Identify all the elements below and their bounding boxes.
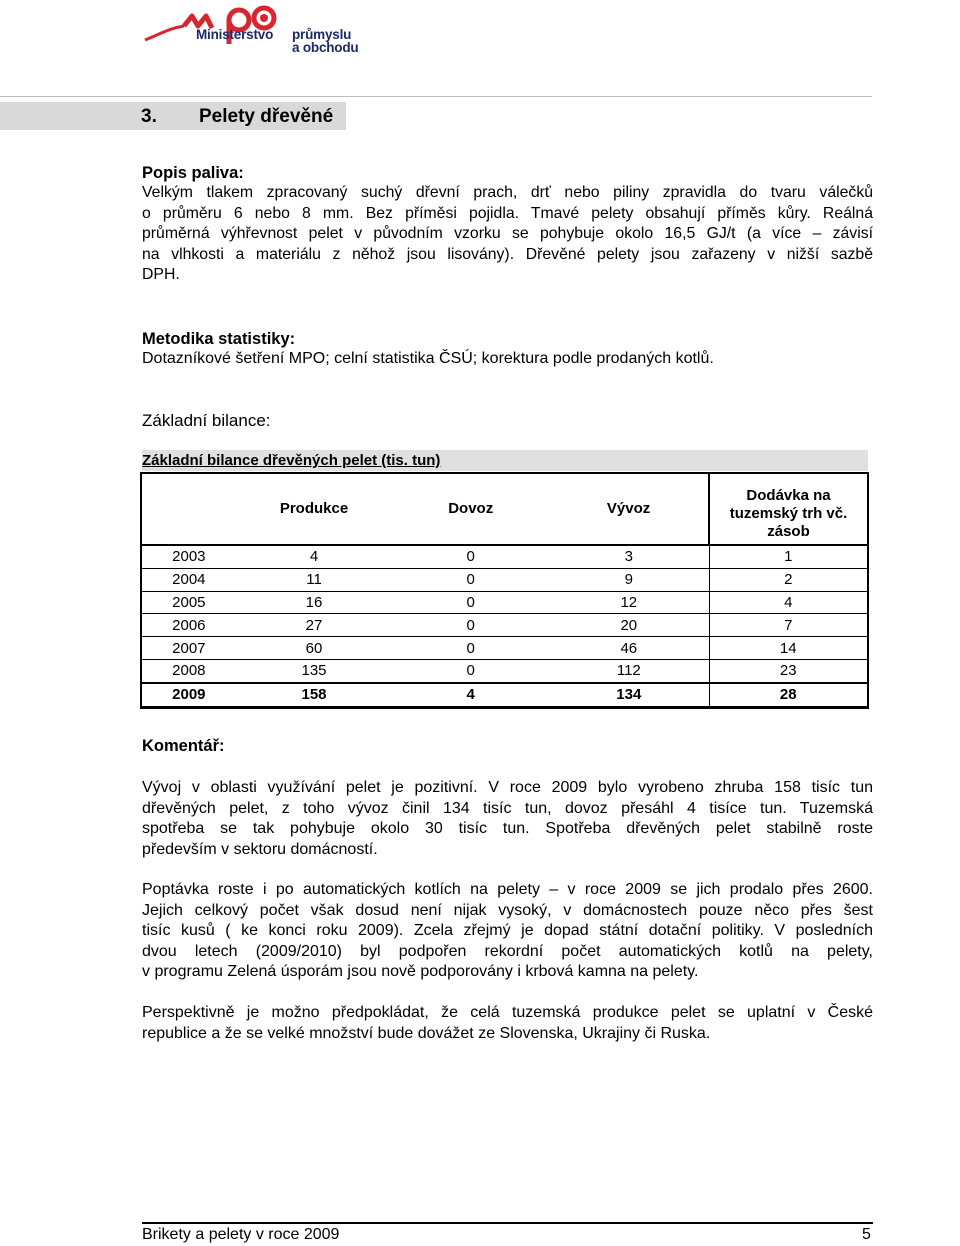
- komentar-line: Jejich celkový počet však dosud není nijak vysoký, v domácnostech pouze něco přes šest: [142, 901, 873, 919]
- komentar-line: dvou letech (2009/2010) byl podpořen rekordní počet automatických kotlů na pelety,: [142, 942, 873, 960]
- cell-vyvoz: 20: [549, 614, 709, 637]
- cell-dovoz: 0: [392, 659, 549, 682]
- cell-dodavka: 4: [709, 591, 868, 614]
- cell-vyvoz: 134: [549, 683, 709, 708]
- komentar-line: republice a že se velké množství bude dovážet ze Slovenska, Ukrajiny či Ruska.: [142, 1024, 711, 1042]
- cell-year: 2009: [141, 683, 236, 708]
- table-header-row: [141, 473, 868, 545]
- cell-vyvoz: 112: [549, 659, 709, 682]
- cell-year: 2007: [141, 637, 236, 660]
- table-row: [141, 591, 868, 614]
- cell-year: 2008: [141, 659, 236, 682]
- cell-dovoz: 0: [392, 545, 549, 568]
- table-title: [142, 450, 868, 471]
- popis-line: DPH.: [142, 266, 180, 283]
- popis-line: Velkým tlakem zpracovaný suchý dřevní prach, drť nebo piliny zpravidla do tvaru válečků: [142, 184, 873, 201]
- popis-line: o průměru 6 nebo 8 mm. Bez příměsi pojidla. Tmavé pelety obsahují příměs kůry. Reálná: [142, 204, 873, 222]
- cell-dodavka: 23: [709, 659, 868, 682]
- col-header-dovoz: Dovoz: [392, 473, 549, 545]
- popis-paragraph: [142, 183, 873, 286]
- table-row: [141, 659, 868, 682]
- cell-dodavka: 1: [709, 545, 868, 568]
- col-header-produkce: Produkce: [236, 473, 393, 545]
- section-number: 3.: [141, 106, 157, 127]
- col-header-year: [141, 473, 236, 545]
- cell-dovoz: 0: [392, 591, 549, 614]
- cell-dovoz: 0: [392, 614, 549, 637]
- cell-produkce: 158: [236, 683, 393, 708]
- metodika-heading: Metodika statistiky:: [142, 330, 296, 348]
- cell-dovoz: 0: [392, 637, 549, 660]
- komentar-paragraph-2: [142, 880, 873, 983]
- komentar-line: Vývoj v oblasti využívání pelet je pozitivní. V roce 2009 bylo vyrobeno zhruba 158 tisíc tun: [142, 779, 873, 796]
- komentar-line: spotřeba se tak pohybuje okolo 30 tisíc tun. Spotřeba dřevěných pelet stabilně roste: [142, 820, 873, 837]
- logo-line2: průmyslu: [292, 27, 352, 42]
- komentar-line: dřevěných pelet, z toho vývoz činil 134 tisíc tun, dovoz přesáhl 4 tisíce tun. Tuzemská: [142, 799, 873, 817]
- komentar-line: Perspektivně je možno předpokládat, že celá tuzemská produkce pelet se uplatní v České: [142, 1004, 873, 1021]
- cell-produkce: 60: [236, 637, 393, 660]
- cell-year: 2004: [141, 568, 236, 591]
- section-title: Pelety dřevěné: [199, 106, 334, 127]
- cell-dodavka: 14: [709, 637, 868, 660]
- cell-dodavka: 7: [709, 614, 868, 637]
- komentar-line: především v sektoru domácností.: [142, 840, 378, 858]
- cell-produkce: 135: [236, 659, 393, 682]
- logo-line3: a obchodu: [292, 40, 359, 55]
- logo-line1: Ministerstvo: [196, 27, 274, 42]
- bilance-heading: Základní bilance:: [142, 411, 271, 430]
- table-row: [141, 637, 868, 660]
- popis-line: na vlhkosti a materiálu z něhož jsou lisovány). Dřevěné pelety jsou zařazeny v nižší sazbě: [142, 245, 873, 263]
- metodika-text: [142, 349, 873, 370]
- komentar-line: Poptávka roste i po automatických kotlích na pelety – v roce 2009 se jich prodalo přes 2600.: [142, 881, 873, 898]
- cell-dodavka: 2: [709, 568, 868, 591]
- komentar-line: tisíc kusů ( ke konci roku 2009). Zcela zřejmý je dopad státní dotační politiky. V posledních: [142, 922, 873, 939]
- cell-vyvoz: 9: [549, 568, 709, 591]
- cell-dovoz: 4: [392, 683, 549, 708]
- cell-vyvoz: 12: [549, 591, 709, 614]
- cell-dodavka: 28: [709, 683, 868, 708]
- table-title-text: Základní bilance dřevěných pelet (tis. tun): [142, 452, 441, 469]
- cell-produkce: 11: [236, 568, 393, 591]
- page-number: 5: [862, 1226, 871, 1243]
- col-header-dodavka: [709, 473, 868, 545]
- cell-produkce: 27: [236, 614, 393, 637]
- cell-dovoz: 0: [392, 568, 549, 591]
- komentar-paragraph-3: [142, 1003, 873, 1044]
- col-header-dodavka-text: Dodávka na tuzemský trh vč. zásob: [729, 487, 848, 540]
- cell-year: 2005: [141, 591, 236, 614]
- komentar-heading: Komentář:: [142, 737, 225, 755]
- komentar-paragraph-1: [142, 778, 873, 860]
- cell-produkce: 16: [236, 591, 393, 614]
- header-divider: [0, 96, 872, 97]
- cell-vyvoz: 46: [549, 637, 709, 660]
- popis-heading: Popis paliva:: [142, 164, 244, 182]
- footer-title: Brikety a pelety v roce 2009: [142, 1226, 340, 1243]
- cell-vyvoz: 3: [549, 545, 709, 568]
- cell-year: 2006: [141, 614, 236, 637]
- komentar-line: v programu Zelená úsporám jsou nově podporovány i krbová kamna na pelety.: [142, 963, 699, 980]
- cell-produkce: 4: [236, 545, 393, 568]
- cell-year: 2003: [141, 545, 236, 568]
- popis-line: průměrná výhřevnost pelet v původním vzorku se pohybuje okolo 16,5 GJ/t (a více – závisí: [142, 225, 873, 242]
- table-row-total: [141, 683, 868, 708]
- metodika-line: Dotazníkové šetření MPO; celní statistika ČSÚ; korektura podle prodaných kotlů.: [142, 350, 714, 367]
- table-row: [141, 545, 868, 568]
- table-row: [141, 568, 868, 591]
- footer-divider: [142, 1222, 873, 1224]
- col-header-vyvoz: Vývoz: [549, 473, 709, 545]
- table-row: [141, 614, 868, 637]
- balance-table: [140, 472, 869, 709]
- section-heading: [0, 102, 346, 130]
